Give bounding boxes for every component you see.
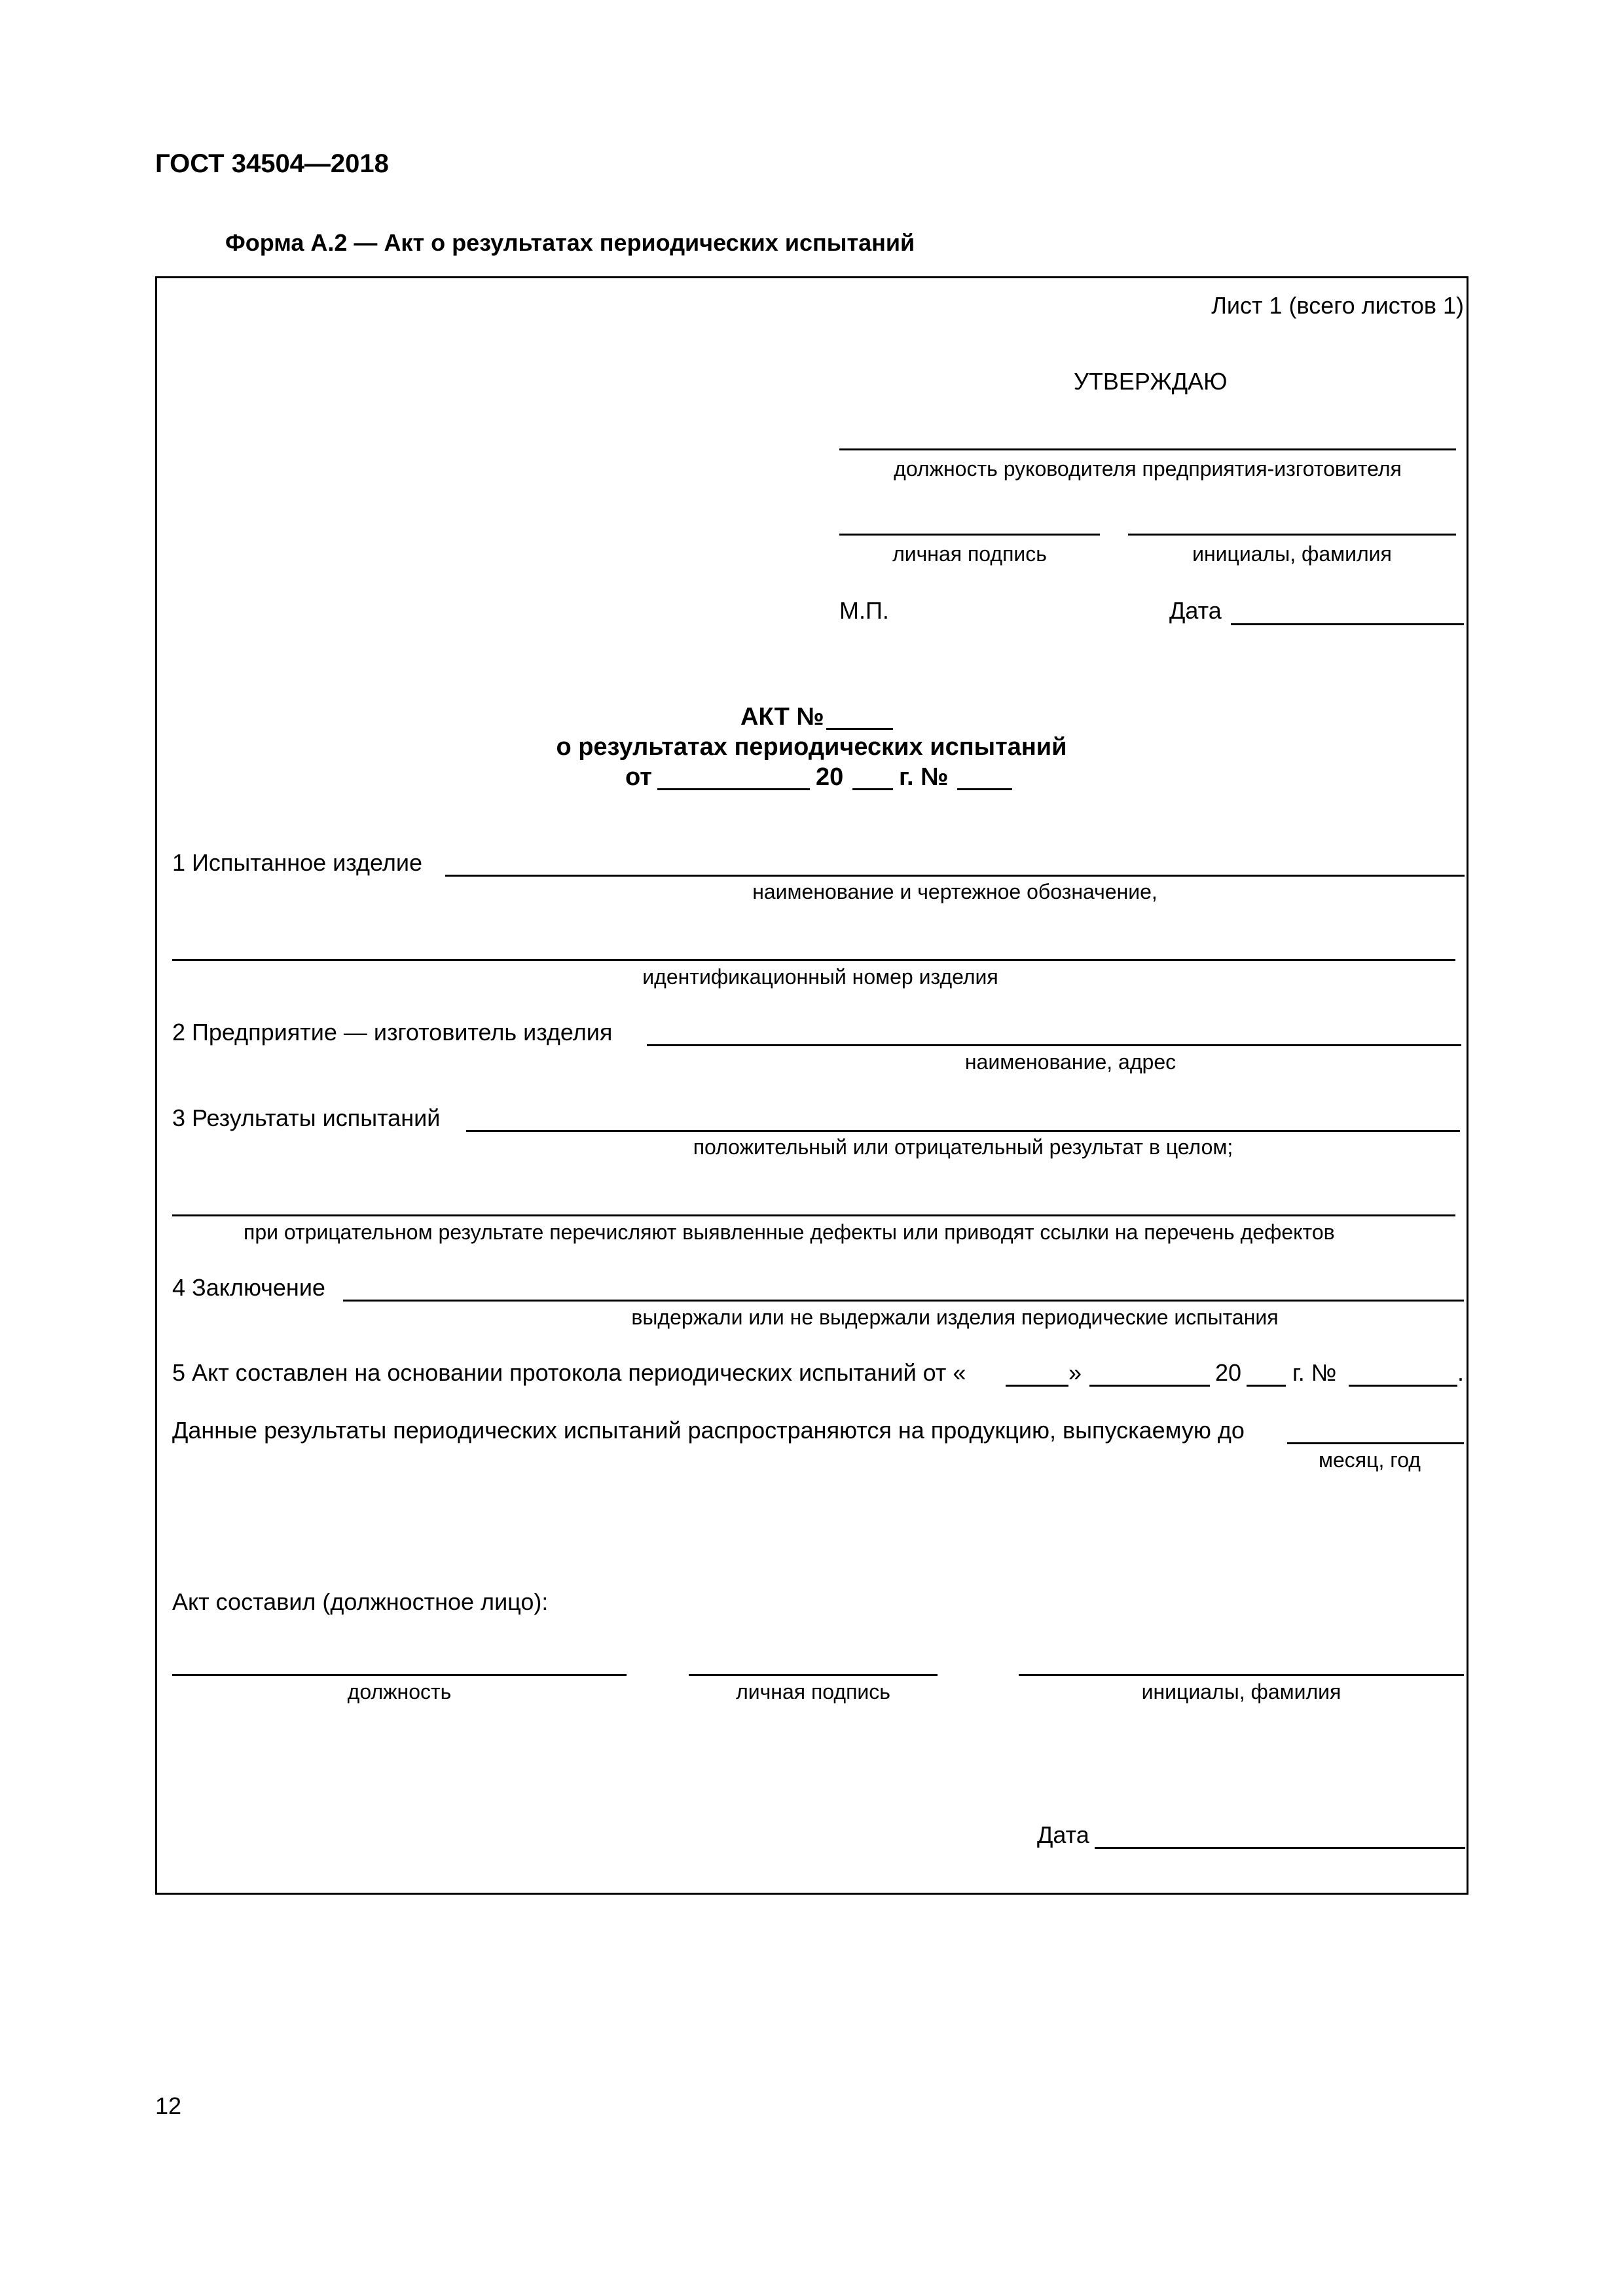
form-title: Форма А.2 — Акт о результатах периодических испытаний xyxy=(225,229,915,256)
item5-text-part4: г. № xyxy=(1292,1359,1337,1386)
act-title-prefix: АКТ № xyxy=(740,703,824,731)
page-number: 12 xyxy=(155,2092,182,2119)
composed-position-line[interactable] xyxy=(172,1674,627,1676)
item4-caption: выдержали или не выдержали изделия периодические испытания xyxy=(631,1305,1279,1329)
scope-caption: месяц, год xyxy=(1319,1448,1421,1472)
composed-label: Акт составил (должностное лицо): xyxy=(172,1588,549,1615)
act-from-label: от xyxy=(625,763,652,791)
act-year-suffix: г. № xyxy=(899,763,949,791)
act-title-line2: о результатах периодических испытаний xyxy=(556,733,1067,761)
item5-day-line[interactable] xyxy=(1006,1385,1068,1387)
act-number-line[interactable] xyxy=(826,728,893,730)
item3-line2[interactable] xyxy=(172,1214,1455,1216)
item3-label: 3 Результаты испытаний xyxy=(172,1104,441,1131)
act-year-label: 20 xyxy=(816,763,844,791)
item5-month-line[interactable] xyxy=(1089,1385,1210,1387)
item5-text-part1: 5 Акт составлен на основании протокола периодических испытаний от « xyxy=(172,1359,966,1386)
item5-year-line[interactable] xyxy=(1247,1385,1286,1387)
composed-signature-caption: личная подпись xyxy=(736,1680,890,1704)
item5-number-line[interactable] xyxy=(1349,1385,1457,1387)
approve-date-label: Дата xyxy=(1169,597,1222,624)
scope-line[interactable] xyxy=(1287,1442,1464,1444)
item2-caption: наименование, адрес xyxy=(964,1050,1176,1074)
approve-position-line[interactable] xyxy=(839,448,1456,450)
scope-text: Данные результаты периодических испытаний распространяются на продукцию, выпускаемую до xyxy=(172,1417,1245,1444)
composed-name-caption: инициалы, фамилия xyxy=(1141,1680,1341,1704)
item5-text-part2: » xyxy=(1068,1359,1082,1386)
sheet-info: Лист 1 (всего листов 1) xyxy=(1211,292,1464,319)
item3-line[interactable] xyxy=(466,1130,1460,1132)
item4-line[interactable] xyxy=(343,1300,1464,1302)
approve-position-caption: должность руководителя предприятия-изготовителя xyxy=(894,457,1402,481)
item5-text-part5: . xyxy=(1457,1359,1465,1386)
approve-name-caption: инициалы, фамилия xyxy=(1192,542,1392,566)
form-frame xyxy=(155,276,1468,1895)
item3-caption2: при отрицательном результате перечисляют выявленные дефекты или приводят ссылки на перечень дефектов xyxy=(244,1220,1335,1244)
item1-line2[interactable] xyxy=(172,959,1455,961)
item1-caption2: идентификационный номер изделия xyxy=(642,965,998,989)
composed-signature-line[interactable] xyxy=(689,1674,938,1676)
item3-caption: положительный или отрицательный результат в целом; xyxy=(693,1135,1233,1159)
item1-line[interactable] xyxy=(445,875,1465,877)
act-year-line[interactable] xyxy=(852,788,893,790)
composed-name-line[interactable] xyxy=(1019,1674,1464,1676)
approve-signature-caption: личная подпись xyxy=(892,542,1047,566)
composed-date-label: Дата xyxy=(1037,1821,1089,1848)
approve-signature-line[interactable] xyxy=(839,534,1100,536)
standard-number: ГОСТ 34504—2018 xyxy=(155,149,389,178)
approve-title: УТВЕРЖДАЮ xyxy=(1074,368,1228,395)
act-reg-number-line[interactable] xyxy=(957,788,1012,790)
item2-label: 2 Предприятие — изготовитель изделия xyxy=(172,1019,613,1046)
item1-label: 1 Испытанное изделие xyxy=(172,849,422,876)
approve-name-line[interactable] xyxy=(1128,534,1456,536)
seal-label: М.П. xyxy=(839,597,889,624)
composed-date-line[interactable] xyxy=(1095,1847,1465,1849)
item1-caption: наименование и чертежное обозначение, xyxy=(752,880,1158,903)
item2-line[interactable] xyxy=(647,1044,1461,1046)
approve-date-line[interactable] xyxy=(1231,623,1464,625)
composed-position-caption: должность xyxy=(347,1680,452,1704)
item4-label: 4 Заключение xyxy=(172,1274,325,1301)
act-date-line[interactable] xyxy=(657,788,810,790)
item5-text-part3: 20 xyxy=(1215,1359,1242,1386)
